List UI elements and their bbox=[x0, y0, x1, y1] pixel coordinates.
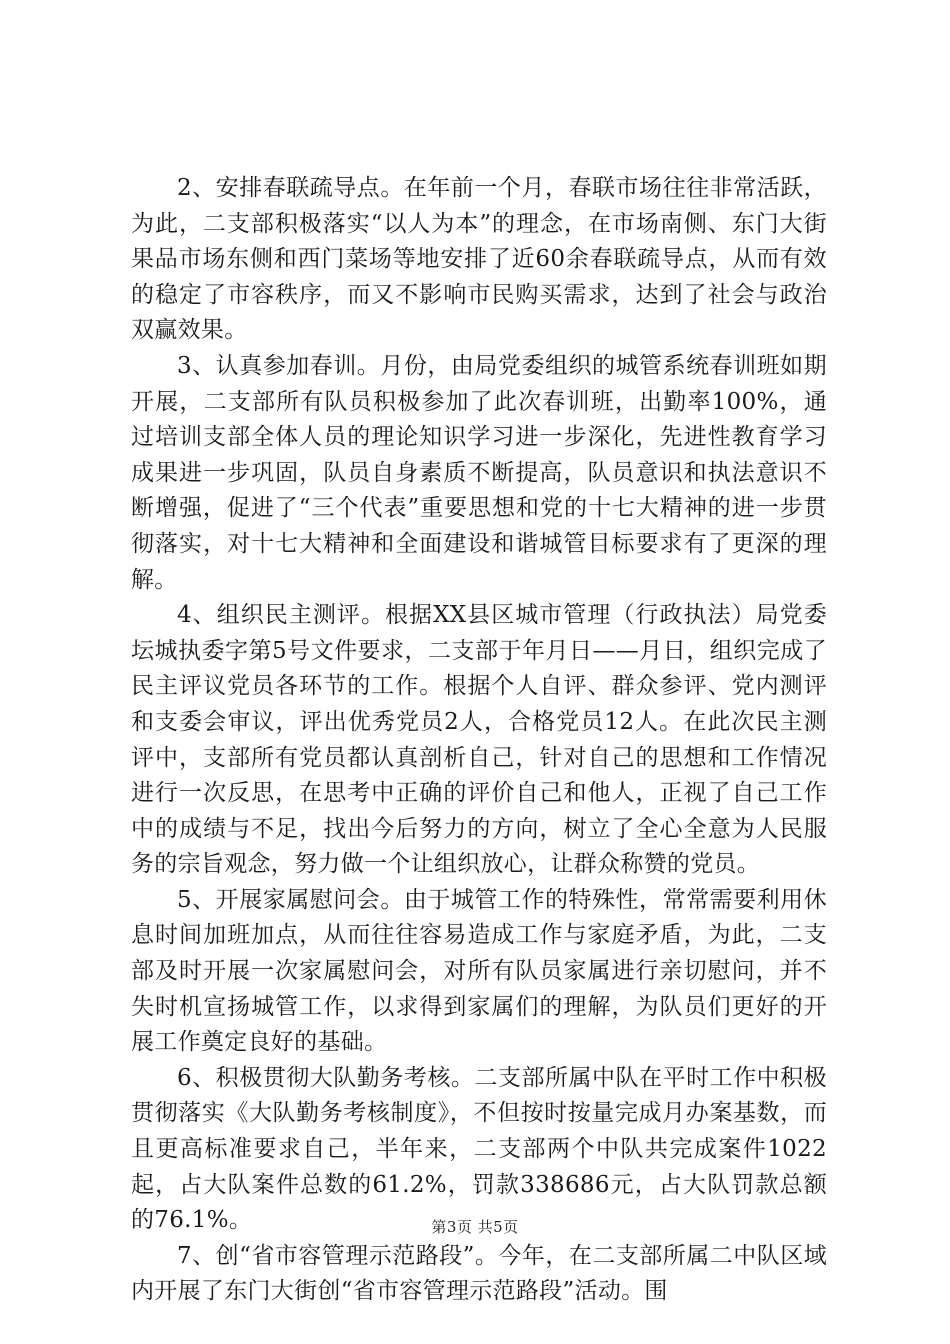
paragraph-duty-assessment: 6、积极贯彻大队勤务考核。二支部所属中队在平时工作中积极贯彻落实《大队勤务考核制度》，不但按时按量完成月办案基数，而且更高标准要求自己，半年来，二支部两个中队共完成案件1022起，占大队案件总数的61.2%，罚款338686元，占大队罚款总额的76.1%。 bbox=[131, 1064, 827, 1234]
page-number-footer: 第3页 共5页 bbox=[431, 1218, 519, 1236]
paragraph-democratic-evaluation: 4、组织民主测评。根据XX县区城市管理（行政执法）局党委坛城执委字第5号文件要求，二支部于年月日——月日，组织完成了民主评议党员各环节的工作。根据个人自评、群众参评、党内测评和支委会审议，评出优秀党员2人，合格党员12人。在此次民主测评中，支部所有党员都认真剖析自己，针对自己的思想和工作情况进行一次反思，在思考中正确的评价自己和他人，正视了自己工作中的成绩与不足，找出今后努力的方向，树立了全心全意为人民服务的宗旨观念，努力做一个让组织放心，让群众称赞的党员。 bbox=[131, 602, 827, 878]
paragraph-family-visit: 5、开展家属慰问会。由于城管工作的特殊性，常常需要利用休息时间加班加点，从而往往容易造成工作与家庭矛盾，为此，二支部及时开展一次家属慰问会，对所有队员家属进行亲切慰问，并不失时机宣扬城管工作，以求得到家属们的理解，为队员们更好的开展工作奠定良好的基础。 bbox=[131, 886, 827, 1056]
document-body bbox=[131, 171, 827, 1310]
paragraph-model-road-section: 7、创“省市容管理示范路段”。今年，在二支部所属二中队区域内开展了东门大街创“省市容管理示范路段”活动。围 bbox=[131, 1242, 827, 1305]
paragraph-spring-couplet-points: 2、安排春联疏导点。在年前一个月，春联市场往往非常活跃，为此，二支部积极落实“以人为本”的理念，在市场南侧、东门大街果品市场东侧和西门菜场等地安排了近60余春联疏导点，从而有效的稳定了市容秩序，而又不影响市民购买需求，达到了社会与政治双赢效果。 bbox=[131, 175, 827, 344]
paragraph-spring-training: 3、认真参加春训。月份，由局党委组织的城管系统春训班如期开展，二支部所有队员积极参加了此次春训班，出勤率100%，通过培训支部全体人员的理论知识学习进一步深化，先进性教育学习成果进一步巩固，队员自身素质不断提高，队员意识和执法意识不断增强，促进了“三个代表”重要思想和党的十七大精神的进一步贯彻落实，对十七大精神和全面建设和谐城管目标要求有了更深的理解。 bbox=[131, 352, 827, 593]
